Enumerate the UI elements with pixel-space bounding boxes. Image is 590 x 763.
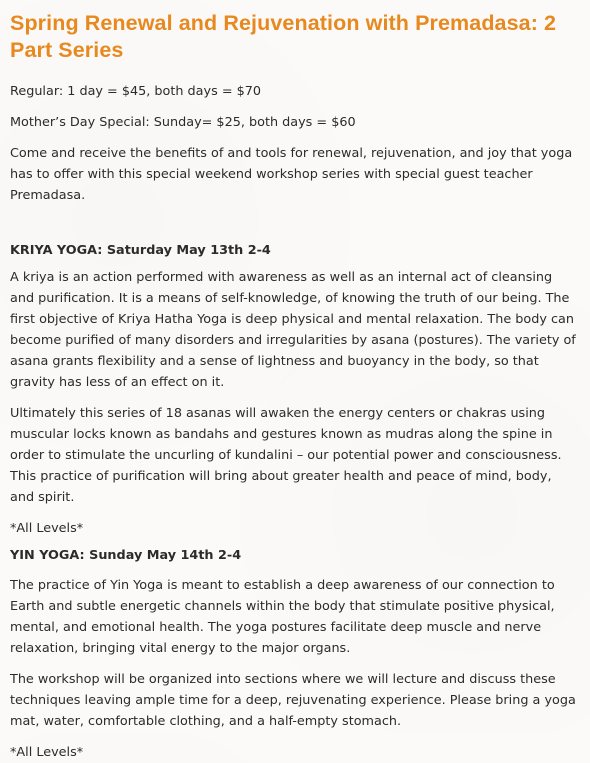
yin-heading: YIN YOGA: Sunday May 14th 2-4 — [10, 548, 242, 563]
kriya-heading: KRIYA YOGA: Saturday May 13th 2-4 — [10, 243, 271, 258]
yin-levels: *All Levels* — [10, 745, 84, 760]
kriya-levels: *All Levels* — [10, 521, 84, 536]
regular-price: Regular: 1 day = $45, both days = $70 — [10, 84, 262, 99]
mothers-day-price: Mother’s Day Special: Sunday= $25, both days = $60 — [10, 115, 356, 130]
kriya-paragraph-1: A kriya is an action performed with awareness as well as an internal act of cleansing and purification. It is a means of self-knowledge, of knowing the truth of our being. The first objective of Kriya Hatha Yoga is deep physical and mental relaxation. The body can become purified of many disorders and irregularities by asana (postures). The variety of asana grants flexibility and a sense of lightness and buoyancy in the body, so that gravity has less of an effect on it. — [10, 270, 576, 390]
kriya-paragraph-2: Ultimately this series of 18 asanas will awaken the energy centers or chakras using muscular locks known as bandahs and gestures known as mudras along the spine in order to stimulate the uncurling of kundalini – our potential power and consciousness. This practice of purification will bring about greater health and peace of mind, body, and spirit. — [10, 406, 562, 505]
yin-paragraph-1: The practice of Yin Yoga is meant to establish a deep awareness of our connection to Earth and subtle energetic channels within the body that stimulate positive physical, mental, and emotional health. The yoga postures facilitate deep muscle and nerve relaxation, bringing vital energy to the major organs. — [10, 578, 555, 656]
yin-paragraph-2: The workshop will be organized into sections where we will lecture and discuss these techniques leaving ample time for a deep, rejuvenating experience. Please bring a yoga mat, water, comfortable clothing, and a half-empty stomach. — [10, 672, 576, 729]
page-title: Spring Renewal and Rejuvenation with Premadasa: 2 Part Series — [10, 11, 557, 62]
intro-paragraph: Come and receive the benefits of and tools for renewal, rejuvenation, and joy that yoga has to offer with this special weekend workshop series with special guest teacher Premadasa. — [10, 146, 573, 203]
